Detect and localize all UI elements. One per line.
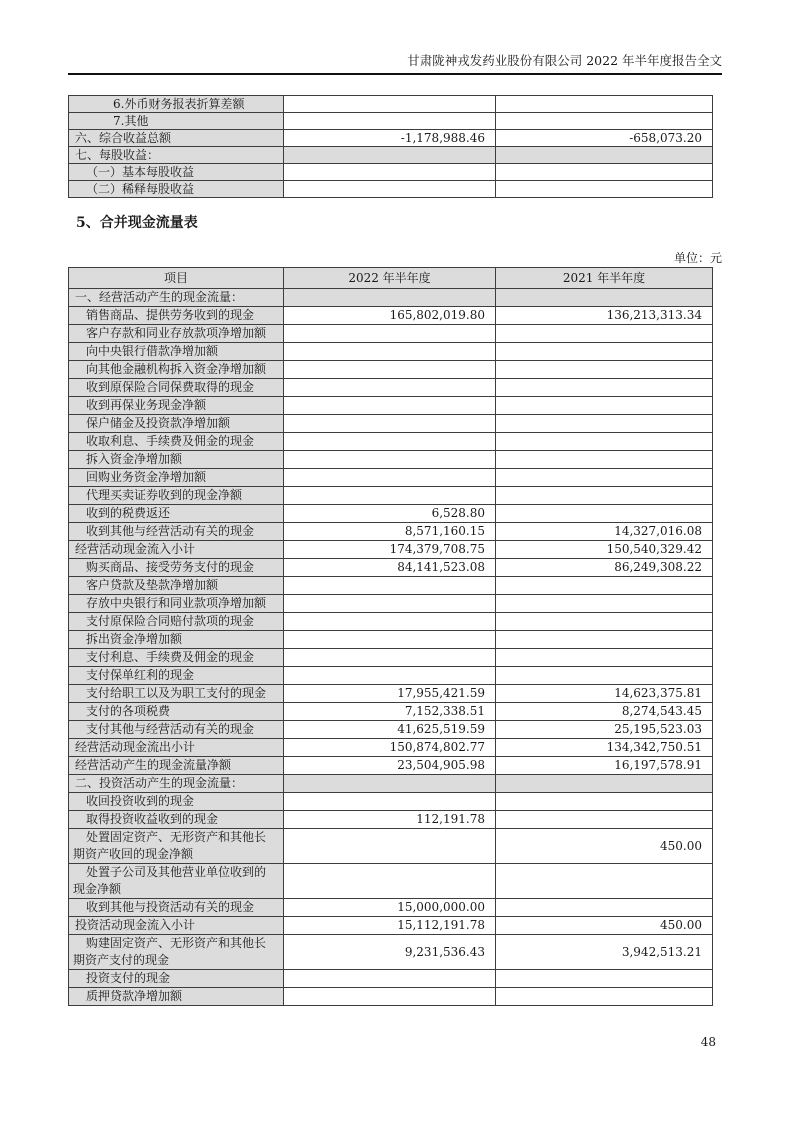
row-value-col2 [496,595,713,613]
row-value-col2 [496,775,713,793]
row-label: 经营活动产生的现金流量净额 [69,757,284,775]
unit-label: 单位：元 [673,251,722,265]
row-label: 取得投资收益收到的现金 [69,811,284,829]
table-row [69,739,713,757]
row-value-col1: 15,000,000.00 [284,899,496,917]
section-title: 5、合并现金流量表 [76,215,198,231]
row-label: 购建固定资产、无形资产和其他长期资产支付的现金 [69,935,284,970]
table-row [69,164,713,181]
row-value-col1 [284,577,496,595]
row-value-col1 [284,613,496,631]
table-row [69,793,713,811]
row-value-col1 [284,361,496,379]
row-label: 向中央银行借款净增加额 [69,343,284,361]
row-label: 质押贷款净增加额 [69,988,284,1006]
row-value-col1 [284,469,496,487]
table-row [69,917,713,935]
row-label: 处置子公司及其他营业单位收到的现金净额 [69,864,284,899]
row-value-col1: 15,112,191.78 [284,917,496,935]
row-value-col2: 14,623,375.81 [496,685,713,703]
table-section-row [69,147,713,164]
row-value-col2 [496,469,713,487]
row-value-col2 [496,988,713,1006]
row-label: 处置固定资产、无形资产和其他长期资产收回的现金净额 [69,829,284,864]
row-value-col1 [284,147,496,164]
table-row [69,415,713,433]
row-value-col2 [496,899,713,917]
table-row [69,541,713,559]
row-label: 支付的各项税费 [69,703,284,721]
row-value-col2 [496,577,713,595]
table-row [69,397,713,415]
row-label: 二、投资活动产生的现金流量： [69,775,284,793]
row-label: 收到原保险合同保费取得的现金 [69,379,284,397]
table-row [69,523,713,541]
table-row [69,130,713,147]
row-label: 经营活动现金流入小计 [69,541,284,559]
row-label: 七、每股收益： [69,147,284,164]
row-value-col2: 450.00 [496,829,713,864]
row-value-col2 [496,343,713,361]
row-label: 向其他金融机构拆入资金净增加额 [69,361,284,379]
row-value-col2: 3,942,513.21 [496,935,713,970]
comprehensive-income-table [68,95,713,198]
row-value-col2: -658,073.20 [496,130,713,147]
row-label: 回购业务资金净增加额 [69,469,284,487]
row-value-col2 [496,147,713,164]
table-row [69,649,713,667]
cashflow-table [68,267,713,1006]
document-header [68,53,722,69]
row-value-col2: 8,274,543.45 [496,703,713,721]
row-label: 拆出资金净增加额 [69,631,284,649]
row-value-col1: 84,141,523.08 [284,559,496,577]
row-value-col1: 9,231,536.43 [284,935,496,970]
table-row [69,613,713,631]
row-label: 收到再保业务现金净额 [69,397,284,415]
row-value-col1: -1,178,988.46 [284,130,496,147]
row-value-col1: 6,528.80 [284,505,496,523]
row-label: 拆入资金净增加额 [69,451,284,469]
table-row [69,721,713,739]
row-value-col1 [284,667,496,685]
row-label: 收回投资收到的现金 [69,793,284,811]
row-value-col2 [496,864,713,899]
row-label: 存放中央银行和同业款项净增加额 [69,595,284,613]
row-value-col1 [284,96,496,113]
row-value-col1 [284,397,496,415]
table-section-row [69,775,713,793]
row-value-col1 [284,988,496,1006]
row-value-col2 [496,970,713,988]
row-label: 投资活动现金流入小计 [69,917,284,935]
row-value-col1 [284,379,496,397]
row-value-col2 [496,325,713,343]
row-value-col2: 136,213,313.34 [496,307,713,325]
row-value-col1 [284,829,496,864]
table-row [69,433,713,451]
row-label: 购买商品、接受劳务支付的现金 [69,559,284,577]
row-label: 一、经营活动产生的现金流量： [69,289,284,307]
row-label: （一）基本每股收益 [69,164,284,181]
table-row [69,703,713,721]
row-value-col2 [496,289,713,307]
row-value-col1 [284,649,496,667]
page-number: 48 [700,1035,716,1049]
row-value-col2 [496,113,713,130]
row-value-col2: 450.00 [496,917,713,935]
table-row [69,595,713,613]
row-value-col1: 7,152,338.51 [284,703,496,721]
row-value-col1 [284,113,496,130]
table-row [69,829,713,864]
row-value-col2: 25,195,523.03 [496,721,713,739]
row-value-col2 [496,613,713,631]
col-header-2021: 2021 年半年度 [496,268,713,289]
row-value-col2 [496,397,713,415]
row-value-col1: 41,625,519.59 [284,721,496,739]
table-row [69,307,713,325]
table-row [69,667,713,685]
row-label: 7.其他 [69,113,284,130]
row-value-col2 [496,487,713,505]
document-header-title: 甘肃陇神戎发药业股份有限公司 2022 年半年度报告全文 [407,53,722,68]
row-value-col2 [496,631,713,649]
table-row [69,970,713,988]
row-value-col2 [496,415,713,433]
row-label: 收到其他与经营活动有关的现金 [69,523,284,541]
row-label: 代理买卖证券收到的现金净额 [69,487,284,505]
row-label: 支付保单红利的现金 [69,667,284,685]
row-value-col1: 174,379,708.75 [284,541,496,559]
table-row [69,487,713,505]
table-row [69,757,713,775]
row-label: 6.外币财务报表折算差额 [69,96,284,113]
row-value-col2 [496,667,713,685]
row-label: 销售商品、提供劳务收到的现金 [69,307,284,325]
header-divider [68,73,722,75]
row-label: 投资支付的现金 [69,970,284,988]
row-label: 收到的税费返还 [69,505,284,523]
table-row [69,361,713,379]
table-row [69,631,713,649]
row-value-col2 [496,433,713,451]
table-row [69,559,713,577]
row-value-col1 [284,864,496,899]
row-value-col2 [496,811,713,829]
row-value-col1 [284,433,496,451]
table-row [69,469,713,487]
row-label: 客户贷款及垫款净增加额 [69,577,284,595]
row-value-col2 [496,649,713,667]
row-value-col2 [496,181,713,198]
row-value-col2 [496,361,713,379]
table-row [69,343,713,361]
table-row [69,505,713,523]
row-value-col1 [284,793,496,811]
row-label: 收到其他与投资活动有关的现金 [69,899,284,917]
row-value-col1 [284,343,496,361]
table-header-row [69,268,713,289]
row-value-col2 [496,164,713,181]
table-row [69,988,713,1006]
row-value-col2 [496,793,713,811]
row-value-col1: 17,955,421.59 [284,685,496,703]
table-row [69,379,713,397]
row-value-col1: 165,802,019.80 [284,307,496,325]
table-row [69,685,713,703]
row-value-col1 [284,970,496,988]
table-row [69,899,713,917]
col-header-2022: 2022 年半年度 [284,268,496,289]
row-label: 客户存款和同业存放款项净增加额 [69,325,284,343]
row-label: 经营活动现金流出小计 [69,739,284,757]
row-value-col1 [284,325,496,343]
row-value-col1 [284,415,496,433]
row-label: 收取利息、手续费及佣金的现金 [69,433,284,451]
row-value-col2: 16,197,578.91 [496,757,713,775]
row-value-col2: 134,342,750.51 [496,739,713,757]
row-value-col2: 86,249,308.22 [496,559,713,577]
row-label: 支付利息、手续费及佣金的现金 [69,649,284,667]
col-header-item: 项目 [69,268,284,289]
row-value-col1 [284,164,496,181]
row-value-col2 [496,96,713,113]
table-row [69,864,713,899]
row-value-col2 [496,451,713,469]
table-row [69,577,713,595]
row-value-col1 [284,631,496,649]
row-value-col2 [496,505,713,523]
row-value-col1 [284,451,496,469]
table-section-row [69,289,713,307]
table-row [69,811,713,829]
row-value-col1 [284,775,496,793]
row-value-col2 [496,379,713,397]
row-value-col1 [284,487,496,505]
table-row [69,935,713,970]
table-row [69,451,713,469]
row-value-col1 [284,181,496,198]
row-label: （二）稀释每股收益 [69,181,284,198]
row-label: 支付给职工以及为职工支付的现金 [69,685,284,703]
row-label: 保户储金及投资款净增加额 [69,415,284,433]
row-label: 支付原保险合同赔付款项的现金 [69,613,284,631]
table-row [69,325,713,343]
row-label: 支付其他与经营活动有关的现金 [69,721,284,739]
row-value-col2: 150,540,329.42 [496,541,713,559]
table-row [69,113,713,130]
table-row [69,96,713,113]
row-value-col1: 23,504,905.98 [284,757,496,775]
table-row [69,181,713,198]
row-value-col2: 14,327,016.08 [496,523,713,541]
row-value-col1 [284,595,496,613]
row-value-col1 [284,289,496,307]
row-label: 六、综合收益总额 [69,130,284,147]
row-value-col1: 112,191.78 [284,811,496,829]
row-value-col1: 8,571,160.15 [284,523,496,541]
row-value-col1: 150,874,802.77 [284,739,496,757]
